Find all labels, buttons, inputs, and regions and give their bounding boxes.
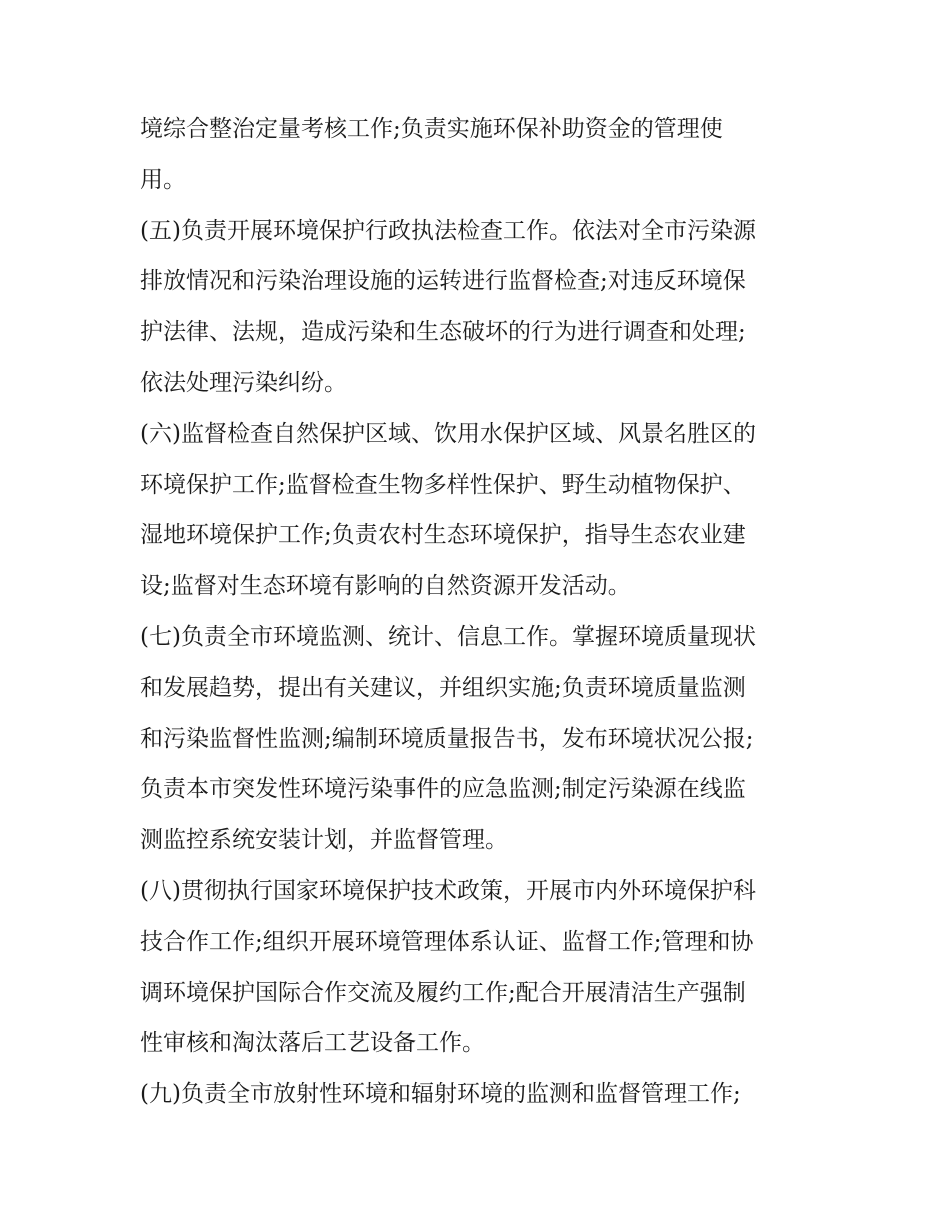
text-line: (七)负责全市环境监测、统计、信息工作。掌握环境质量现状: [140, 623, 756, 650]
text-line: 排放情况和污染治理设施的运转进行监督检查;对违反环境保: [140, 268, 746, 295]
text-line: 性审核和淘汰落后工艺设备工作。: [140, 1030, 485, 1057]
text-line: 境综合整治定量考核工作;负责实施环保补助资金的管理使: [140, 116, 723, 142]
text-line: 环境保护工作;监督检查生物多样性保护、野生动植物保护、: [140, 471, 746, 498]
text-line: 测监控系统安装计划，并监督管理。: [140, 827, 508, 854]
text-line: (八)贯彻执行国家环境保护技术政策，开展市内外环境保护科: [140, 877, 756, 904]
text-line: (五)负责开展环境保护行政执法检查工作。依法对全市污染源: [140, 217, 756, 244]
text-line: 技合作工作;组织开展环境管理体系认证、监督工作;管理和协: [140, 928, 754, 955]
text-line: 设;监督对生态环境有影响的自然资源开发活动。: [140, 573, 631, 600]
text-line: 调环境保护国际合作交流及履约工作;配合开展清洁生产强制: [140, 979, 746, 1006]
document-body: [140, 111, 820, 1127]
text-line: 湿地环境保护工作;负责农村生态环境保护，指导生态农业建: [140, 522, 746, 549]
text-line: 用。: [140, 166, 186, 193]
text-line: 和污染监督性监测;编制环境质量报告书，发布环境状况公报;: [140, 725, 754, 752]
text-line: 依法处理污染纠纷。: [140, 369, 347, 396]
text-line: (六)监督检查自然保护区域、饮用水保护区域、风景名胜区的: [140, 420, 756, 447]
text-line: 负责本市突发性环境污染事件的应急监测;制定污染源在线监: [140, 776, 746, 803]
text-line: 和发展趋势，提出有关建议，并组织实施;负责环境质量监测: [140, 674, 746, 701]
text-line: 护法律、法规，造成污染和生态破坏的行为进行调查和处理;: [140, 319, 746, 346]
text-line: (九)负责全市放射性环境和辐射环境的监测和监督管理工作;: [140, 1081, 741, 1108]
